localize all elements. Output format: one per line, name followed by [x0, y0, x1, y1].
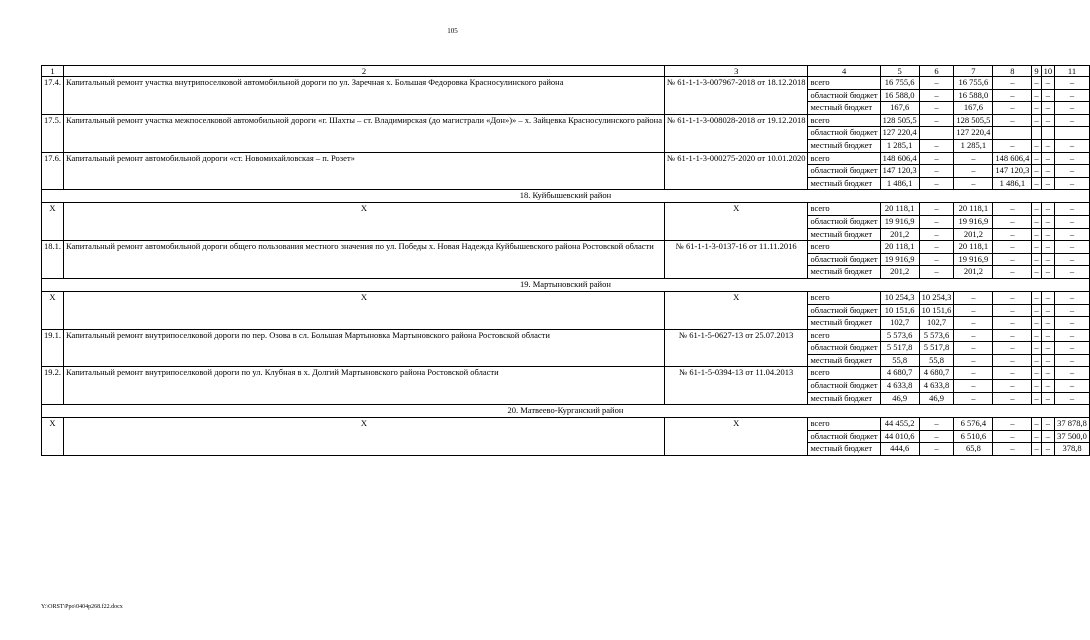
amount-cell: 1 285,1 [954, 139, 993, 152]
amount-cell: 16 588,0 [954, 89, 993, 102]
object-row [42, 152, 1090, 165]
amount-cell: – [954, 392, 993, 405]
amount-cell: – [1032, 430, 1041, 443]
funding-source: областной бюджет [808, 215, 880, 228]
district-total-row [42, 418, 1090, 431]
amount-cell: – [1032, 380, 1041, 393]
amount-cell: – [1041, 418, 1055, 431]
amount-cell: 6 510,6 [954, 430, 993, 443]
amount-cell: – [1055, 304, 1090, 317]
object-row [42, 367, 1090, 380]
funding-source: местный бюджет [808, 317, 880, 330]
amount-cell: – [1032, 317, 1041, 330]
amount-cell: 147 120,3 [880, 165, 919, 178]
object-row [42, 329, 1090, 342]
amount-cell: – [1032, 177, 1041, 190]
amount-cell: – [1032, 114, 1041, 127]
funding-source: областной бюджет [808, 127, 880, 140]
amount-cell: – [1041, 304, 1055, 317]
amount-cell: – [919, 253, 954, 266]
amount-cell: – [993, 253, 1032, 266]
amount-cell: – [919, 430, 954, 443]
amount-cell: 201,2 [954, 228, 993, 241]
amount-cell: 1 486,1 [880, 177, 919, 190]
amount-cell: – [1032, 102, 1041, 115]
document-reference: Х [664, 203, 808, 241]
amount-cell: – [919, 418, 954, 431]
amount-cell: – [919, 241, 954, 254]
amount-cell: – [1041, 354, 1055, 367]
amount-cell: 20 118,1 [954, 241, 993, 254]
object-row [42, 77, 1090, 90]
funding-source: всего [808, 329, 880, 342]
funding-source: местный бюджет [808, 392, 880, 405]
amount-cell: – [954, 304, 993, 317]
amount-cell: – [993, 317, 1032, 330]
funding-source: всего [808, 367, 880, 380]
amount-cell: – [993, 114, 1032, 127]
amount-cell: – [1032, 89, 1041, 102]
amount-cell: – [1055, 165, 1090, 178]
amount-cell: – [1041, 392, 1055, 405]
amount-cell [993, 127, 1032, 140]
amount-cell: 148 606,4 [993, 152, 1032, 165]
amount-cell: 127 220,4 [954, 127, 993, 140]
district-title: 19. Мартыновский район [42, 278, 1090, 291]
amount-cell: – [919, 139, 954, 152]
amount-cell: – [1055, 114, 1090, 127]
amount-cell: 19 916,9 [954, 215, 993, 228]
amount-cell: 46,9 [919, 392, 954, 405]
funding-source: всего [808, 203, 880, 216]
amount-cell: – [1041, 177, 1055, 190]
amount-cell: – [954, 291, 993, 304]
column-number-cell: 5 [880, 66, 919, 77]
document-reference: № 61-1-1-3-0137-16 от 11.11.2016 [664, 241, 808, 279]
column-number-cell: 11 [1055, 66, 1090, 77]
amount-cell: 10 151,6 [919, 304, 954, 317]
amount-cell: 4 633,8 [880, 380, 919, 393]
amount-cell: – [919, 443, 954, 456]
document-reference: № 61-1-1-3-000275-2020 от 10.01.2020 [664, 152, 808, 190]
amount-cell: – [954, 152, 993, 165]
amount-cell: – [1032, 329, 1041, 342]
document-reference: Х [664, 291, 808, 329]
funding-source: областной бюджет [808, 89, 880, 102]
amount-cell: – [954, 165, 993, 178]
object-description: Х [64, 418, 665, 456]
column-number-cell: 8 [993, 66, 1032, 77]
funding-source: местный бюджет [808, 443, 880, 456]
amount-cell: – [1041, 114, 1055, 127]
column-number-cell: 7 [954, 66, 993, 77]
row-number: 19.1. [42, 329, 64, 367]
amount-cell: 1 486,1 [993, 177, 1032, 190]
object-description: Капитальный ремонт автомобильной дороги «ст. Новомихайловская – п. Розет» [64, 152, 665, 190]
amount-cell: – [1041, 291, 1055, 304]
amount-cell: – [993, 139, 1032, 152]
funding-source: областной бюджет [808, 304, 880, 317]
amount-cell: – [1055, 253, 1090, 266]
amount-cell: – [1041, 139, 1055, 152]
amount-cell: – [993, 354, 1032, 367]
budget-table [41, 65, 1090, 456]
amount-cell: 55,8 [880, 354, 919, 367]
amount-cell: 20 118,1 [880, 203, 919, 216]
amount-cell: 55,8 [919, 354, 954, 367]
funding-source: местный бюджет [808, 139, 880, 152]
district-total-row [42, 203, 1090, 216]
district-total-row [42, 291, 1090, 304]
amount-cell: 16 755,6 [954, 77, 993, 90]
amount-cell: – [954, 354, 993, 367]
document-reference: № 61-1-1-3-008028-2018 от 19.12.2018 [664, 114, 808, 152]
amount-cell: – [1032, 367, 1041, 380]
amount-cell: 444,6 [880, 443, 919, 456]
amount-cell: – [1041, 329, 1055, 342]
funding-source: всего [808, 77, 880, 90]
object-description: Капитальный ремонт внутрипоселковой дороги по ул. Клубная в х. Долгий Мартыновского района Ростовской области [64, 367, 665, 405]
amount-cell: 16 755,6 [880, 77, 919, 90]
amount-cell: 167,6 [880, 102, 919, 115]
amount-cell: 5 573,6 [919, 329, 954, 342]
amount-cell: – [1032, 228, 1041, 241]
amount-cell: – [954, 380, 993, 393]
funding-source: местный бюджет [808, 266, 880, 279]
amount-cell: – [919, 89, 954, 102]
row-number: Х [42, 418, 64, 456]
amount-cell: – [993, 304, 1032, 317]
object-description: Капитальный ремонт внутрипоселковой дороги по пер. Озова в сл. Большая Мартыновка Мартыновского района Ростовской области [64, 329, 665, 367]
amount-cell: 10 254,3 [919, 291, 954, 304]
amount-cell: 4 680,7 [880, 367, 919, 380]
object-description: Х [64, 203, 665, 241]
amount-cell: 102,7 [919, 317, 954, 330]
document-reference: № 61-1-5-0627-13 от 25.07.2013 [664, 329, 808, 367]
amount-cell: 148 606,4 [880, 152, 919, 165]
file-path-footer: Y:\ORST\Ppo\0404p268.f22.docx [41, 604, 123, 610]
object-description: Капитальный ремонт участка внутрипоселковой автомобильной дороги по ул. Заречная х. Большая Федоровка Красносулинского района [64, 77, 665, 115]
amount-cell: – [1041, 317, 1055, 330]
document-reference: Х [664, 418, 808, 456]
amount-cell: – [1032, 354, 1041, 367]
amount-cell: – [919, 152, 954, 165]
amount-cell: 65,8 [954, 443, 993, 456]
amount-cell: – [1041, 152, 1055, 165]
amount-cell: – [993, 266, 1032, 279]
amount-cell: 44 455,2 [880, 418, 919, 431]
amount-cell: 5 517,8 [880, 342, 919, 355]
amount-cell: 37 500,0 [1055, 430, 1090, 443]
amount-cell: – [954, 342, 993, 355]
amount-cell: – [1055, 89, 1090, 102]
amount-cell: 6 576,4 [954, 418, 993, 431]
amount-cell: – [1041, 342, 1055, 355]
amount-cell: – [1032, 241, 1041, 254]
amount-cell: 201,2 [954, 266, 993, 279]
amount-cell: – [1032, 304, 1041, 317]
amount-cell: 201,2 [880, 266, 919, 279]
amount-cell: 46,9 [880, 392, 919, 405]
amount-cell: – [1032, 253, 1041, 266]
amount-cell: – [1041, 253, 1055, 266]
column-number-cell: 2 [64, 66, 665, 77]
amount-cell [919, 127, 954, 140]
document-reference: № 61-1-5-0394-13 от 11.04.2013 [664, 367, 808, 405]
amount-cell: – [954, 329, 993, 342]
amount-cell: – [993, 228, 1032, 241]
amount-cell: 20 118,1 [954, 203, 993, 216]
amount-cell: – [919, 215, 954, 228]
amount-cell: – [1032, 77, 1041, 90]
amount-cell: – [1055, 228, 1090, 241]
amount-cell: – [919, 102, 954, 115]
amount-cell: – [1032, 203, 1041, 216]
amount-cell: – [1032, 165, 1041, 178]
amount-cell: – [919, 77, 954, 90]
funding-source: областной бюджет [808, 380, 880, 393]
amount-cell: – [993, 342, 1032, 355]
object-row [42, 114, 1090, 127]
amount-cell: – [1032, 418, 1041, 431]
amount-cell: – [1055, 139, 1090, 152]
amount-cell: – [993, 329, 1032, 342]
column-number-cell: 6 [919, 66, 954, 77]
amount-cell: – [1041, 266, 1055, 279]
amount-cell: – [1041, 165, 1055, 178]
funding-source: всего [808, 418, 880, 431]
amount-cell [1041, 127, 1055, 140]
funding-source: местный бюджет [808, 354, 880, 367]
amount-cell: – [919, 266, 954, 279]
district-section-row [42, 405, 1090, 418]
amount-cell: – [993, 241, 1032, 254]
amount-cell: 37 878,8 [1055, 418, 1090, 431]
row-number: 19.2. [42, 367, 64, 405]
page-number: 105 [447, 27, 458, 35]
document-reference: № 61-1-1-3-007967-2018 от 18.12.2018 [664, 77, 808, 115]
funding-source: областной бюджет [808, 253, 880, 266]
amount-cell: – [1055, 342, 1090, 355]
amount-cell: – [1055, 291, 1090, 304]
row-number: 18.1. [42, 241, 64, 279]
amount-cell: – [993, 418, 1032, 431]
amount-cell: – [1032, 215, 1041, 228]
district-section-row [42, 190, 1090, 203]
amount-cell: – [1055, 354, 1090, 367]
amount-cell: – [1055, 215, 1090, 228]
column-number-cell: 4 [808, 66, 880, 77]
column-number-cell: 1 [42, 66, 64, 77]
amount-cell: 378,8 [1055, 443, 1090, 456]
amount-cell: – [1055, 317, 1090, 330]
object-description: Капитальный ремонт участка межпоселковой автомобильной дороги «г. Шахты – ст. Владимирская (до магистрали «Дон»)» – х. Зайцевка Красносулинского района [64, 114, 665, 152]
amount-cell: – [1055, 241, 1090, 254]
amount-cell: 167,6 [954, 102, 993, 115]
row-number: 17.6. [42, 152, 64, 190]
amount-cell: – [1032, 342, 1041, 355]
amount-cell: – [1041, 367, 1055, 380]
amount-cell: – [993, 392, 1032, 405]
funding-source: всего [808, 241, 880, 254]
amount-cell [1032, 127, 1041, 140]
amount-cell: 10 151,6 [880, 304, 919, 317]
amount-cell: 1 285,1 [880, 139, 919, 152]
amount-cell: – [993, 215, 1032, 228]
amount-cell: – [954, 367, 993, 380]
amount-cell: – [993, 89, 1032, 102]
amount-cell: – [1041, 215, 1055, 228]
row-number: Х [42, 203, 64, 241]
amount-cell: – [1041, 203, 1055, 216]
amount-cell: – [1055, 392, 1090, 405]
amount-cell: – [993, 203, 1032, 216]
column-number-cell: 10 [1041, 66, 1055, 77]
funding-source: областной бюджет [808, 165, 880, 178]
row-number: 17.4. [42, 77, 64, 115]
row-number: 17.5. [42, 114, 64, 152]
amount-cell: – [1032, 291, 1041, 304]
amount-cell: – [1055, 203, 1090, 216]
column-number-cell: 9 [1032, 66, 1041, 77]
amount-cell: 147 120,3 [993, 165, 1032, 178]
funding-source: всего [808, 114, 880, 127]
funding-source: местный бюджет [808, 228, 880, 241]
amount-cell: – [1055, 152, 1090, 165]
amount-cell [1055, 127, 1090, 140]
amount-cell: – [1041, 380, 1055, 393]
amount-cell: 201,2 [880, 228, 919, 241]
funding-source: областной бюджет [808, 342, 880, 355]
amount-cell: – [1041, 443, 1055, 456]
funding-source: всего [808, 291, 880, 304]
amount-cell: – [993, 102, 1032, 115]
amount-cell: 19 916,9 [880, 253, 919, 266]
amount-cell: – [1032, 392, 1041, 405]
amount-cell: – [919, 228, 954, 241]
row-number: Х [42, 291, 64, 329]
column-number-cell: 3 [664, 66, 808, 77]
amount-cell: – [1055, 329, 1090, 342]
amount-cell: – [954, 317, 993, 330]
amount-cell: – [1041, 89, 1055, 102]
amount-cell: – [1055, 380, 1090, 393]
amount-cell: 4 680,7 [919, 367, 954, 380]
amount-cell: – [1041, 241, 1055, 254]
object-row [42, 241, 1090, 254]
amount-cell: – [1032, 152, 1041, 165]
amount-cell: – [919, 114, 954, 127]
amount-cell: – [919, 165, 954, 178]
amount-cell: – [1041, 430, 1055, 443]
amount-cell: – [993, 77, 1032, 90]
funding-source: всего [808, 152, 880, 165]
object-description: Капитальный ремонт автомобильной дороги общего пользования местного значения по ул. Победы х. Новая Надежда Куйбышевского района Ростовской области [64, 241, 665, 279]
amount-cell: 128 505,5 [954, 114, 993, 127]
funding-source: областной бюджет [808, 430, 880, 443]
amount-cell: – [993, 430, 1032, 443]
amount-cell: 102,7 [880, 317, 919, 330]
funding-source: местный бюджет [808, 177, 880, 190]
amount-cell: – [1055, 77, 1090, 90]
amount-cell: – [1055, 102, 1090, 115]
amount-cell: – [1032, 139, 1041, 152]
amount-cell: – [993, 367, 1032, 380]
amount-cell: 20 118,1 [880, 241, 919, 254]
amount-cell: 4 633,8 [919, 380, 954, 393]
amount-cell: – [1032, 443, 1041, 456]
column-number-row [42, 66, 1090, 77]
amount-cell: 127 220,4 [880, 127, 919, 140]
amount-cell: 5 573,6 [880, 329, 919, 342]
district-title: 18. Куйбышевский район [42, 190, 1090, 203]
district-section-row [42, 278, 1090, 291]
amount-cell: – [993, 443, 1032, 456]
amount-cell: – [1041, 228, 1055, 241]
amount-cell: – [1055, 177, 1090, 190]
amount-cell: – [1032, 266, 1041, 279]
amount-cell: – [1041, 77, 1055, 90]
amount-cell: – [1055, 367, 1090, 380]
amount-cell: 19 916,9 [880, 215, 919, 228]
amount-cell: – [1041, 102, 1055, 115]
amount-cell: 44 010,6 [880, 430, 919, 443]
amount-cell: – [993, 291, 1032, 304]
amount-cell: 10 254,3 [880, 291, 919, 304]
amount-cell: 5 517,8 [919, 342, 954, 355]
amount-cell: – [993, 380, 1032, 393]
amount-cell: – [919, 177, 954, 190]
amount-cell: 16 588,0 [880, 89, 919, 102]
amount-cell: – [954, 177, 993, 190]
amount-cell: – [919, 203, 954, 216]
amount-cell: 128 505,5 [880, 114, 919, 127]
funding-source: местный бюджет [808, 102, 880, 115]
amount-cell: 19 916,9 [954, 253, 993, 266]
district-title: 20. Матвеево-Курганский район [42, 405, 1090, 418]
object-description: Х [64, 291, 665, 329]
amount-cell: – [1055, 266, 1090, 279]
